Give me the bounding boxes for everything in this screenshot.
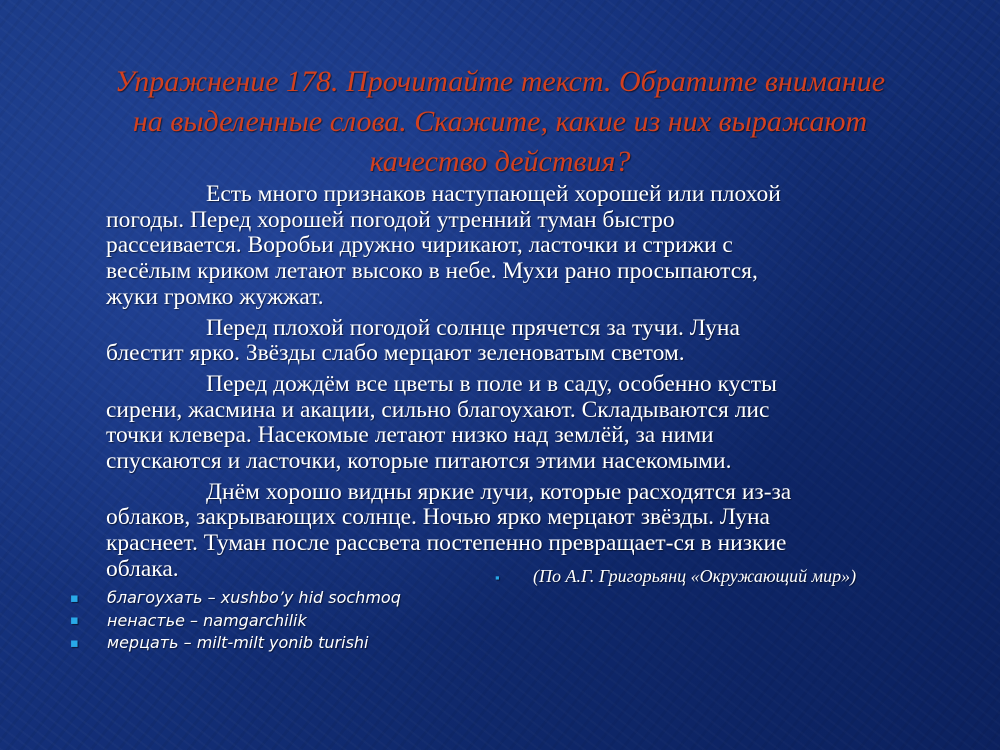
title-line: качество действия?: [369, 145, 631, 179]
glossary-text: благоухать – xushbo’y hid sochmoq: [107, 588, 401, 607]
attribution-text: (По А.Г. Григорьянц «Окружающий мир»): [533, 566, 857, 586]
text-line: сирени, жасмина и акации, сильно благоухают. Складываются лис: [106, 396, 770, 423]
text-line: спускаются и ласточки, которые питаются этими насекомыми.: [106, 448, 732, 475]
title-line: Упражнение 178. Прочитайте текст. Обратите внимание: [114, 65, 886, 98]
paragraph-good-weather: [106, 182, 926, 311]
bullet-icon: ▪: [70, 635, 79, 651]
text-line: облаков, закрывающих солнце. Ночью ярко мерцают звёзды. Луна: [106, 504, 770, 531]
text-line: весёлым криком летают высоко в небе. Мухи рано просыпаются,: [106, 258, 758, 285]
text-line: жуки громко жужжат.: [106, 283, 324, 310]
title-line: на выделенные слова. Скажите, какие из них выражают: [132, 105, 868, 139]
paragraph-bad-weather: [106, 316, 926, 367]
glossary-item: [70, 632, 401, 655]
text-line: облака.: [106, 555, 179, 582]
text-line: Перед дождём все цветы в поле и в саду, особенно кусты: [206, 370, 777, 397]
glossary-text: ненастье – namgarchilik: [107, 610, 307, 630]
bullet-icon: ▪: [70, 613, 79, 628]
text-line: Есть много признаков наступающей хорошей или плохой: [206, 181, 781, 207]
glossary-text: мерцать – milt-milt yonib turishi: [107, 633, 369, 652]
source-attribution: [495, 566, 955, 587]
bullet-icon: ▪: [70, 590, 79, 606]
reading-text: [106, 182, 926, 588]
glossary-item: [70, 610, 401, 633]
text-line: точки клевера. Насекомые летают низко над землёй, за ними: [106, 422, 714, 449]
text-line: Днём хорошо видны яркие лучи, которые расходятся из-за: [206, 478, 792, 505]
text-line: Перед плохой погодой солнце прячется за тучи. Луна: [206, 314, 740, 341]
text-line: блестит ярко. Звёзды слабо мерцают зеленоватым светом.: [106, 340, 685, 367]
text-line: краснеет. Туман после рассвета постепенно превращает-ся в низкие: [106, 530, 787, 557]
text-line: погоды. Перед хорошей погодой утренний туман быстро: [106, 206, 675, 233]
bullet-icon: ▪: [495, 569, 500, 585]
glossary-list: [70, 587, 401, 655]
text-line: рассеивается. Воробьи дружно чирикают, ласточки и стрижи с: [106, 232, 733, 259]
glossary-item: [70, 587, 401, 610]
paragraph-before-rain: [106, 372, 926, 475]
slide-title: [60, 62, 940, 183]
